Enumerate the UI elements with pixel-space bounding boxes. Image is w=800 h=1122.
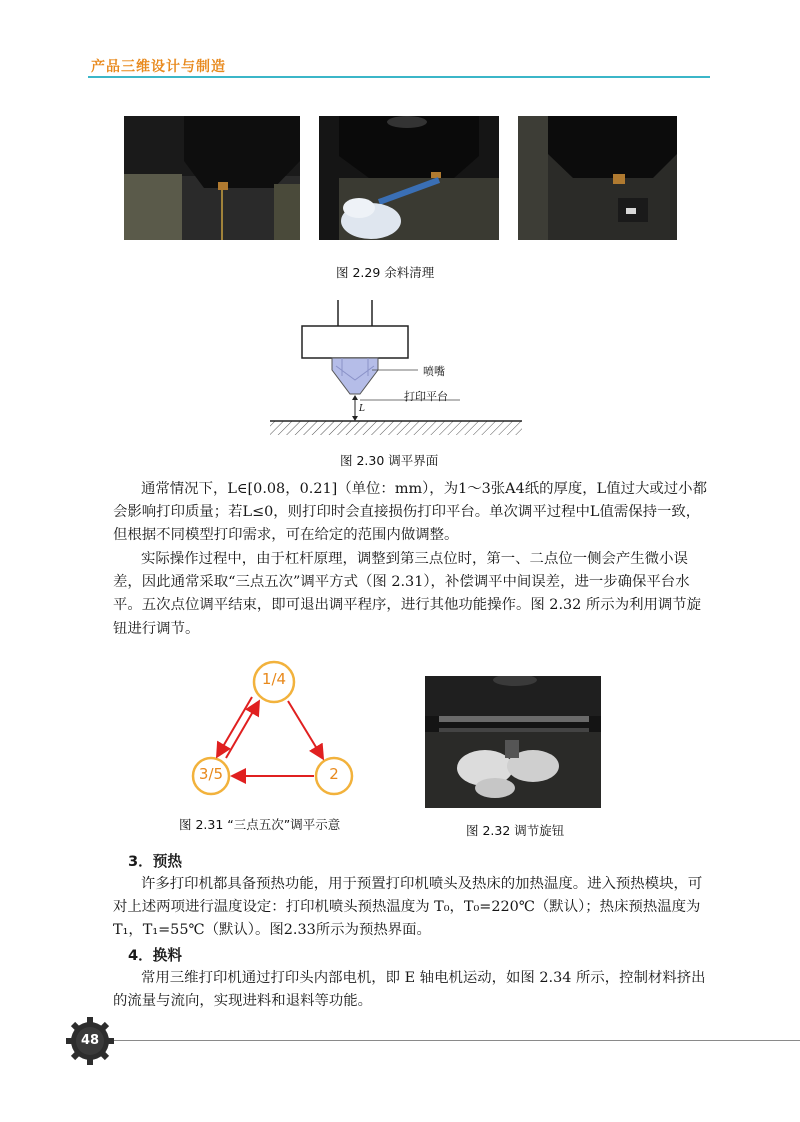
photo-adjust-knob [425,676,601,808]
paragraph-three-point-leveling [113,548,713,641]
arrow-top-to-left [218,697,252,755]
photo-residue-clean-2 [319,116,499,240]
figure-caption-2-32: 图 2.32 调节旋钮 [466,823,565,838]
figure-caption-2-29: 图 2.29 余料清理 [336,265,435,280]
section-heading-preheat: 3．预热 [128,853,182,870]
print-head-block [302,326,408,358]
paragraph-filament-change [113,967,713,1013]
node-label-right: 2 [329,765,339,783]
paragraph-leveling-range [113,478,713,548]
paragraph-text: 通常情况下，L∈[0.08，0.21]（单位：mm），为1～3张A4纸的厚度，L值过大或过小都会影响打印质量；若L≤0，则打印时会直接损伤打印平台。单次调平过程中L值需保持一致，但根据不同模型打印需求，可在给定的范围内做调整。 [113,481,707,544]
print-platform [270,421,522,435]
arrow-top-to-right [288,701,322,757]
footer-rule [112,1040,800,1041]
photo-residue-clean-1 [124,116,300,240]
header-rule [88,76,710,78]
section-heading-filament-change: 4．换料 [128,947,182,964]
photo-residue-clean-3 [518,116,677,240]
nozzle-label: 喷嘴 [423,365,445,378]
figure-caption-2-30: 图 2.30 调平界面 [340,453,439,468]
platform-label: 打印平台 [404,390,448,403]
figure-caption-2-31: 图 2.31 “三点五次”调平示意 [179,817,341,832]
paragraph-preheat [113,873,713,943]
node-label-top: 1/4 [261,670,287,688]
paragraph-text: 许多打印机都具备预热功能，用于预置打印机喷头及热床的加热温度。进入预热模块，可对上述两项进行温度设定：打印机喷头预热温度为 T₀，T₀=220℃（默认）；热床预热温度为T₁，T₁=55℃（默认）。图2.33所示为预热界面。 [113,876,703,939]
paragraph-text: 常用三维打印机通过打印头内部电机，即 E 轴电机运动，如图 2.34 所示，控制材料挤出的流量与流向，实现进料和退料等功能。 [113,970,706,1010]
node-label-left: 3/5 [198,765,224,783]
nozzle-shape [332,358,378,394]
paragraph-text: 实际操作过程中，由于杠杆原理，调整到第三点位时，第一、二点位一侧会产生微小误差，因此通常采取“三点五次”调平方式（图 2.31），补偿调平中间误差，进一步确保平台水平。五次点位调平结束，即可退出调平程序，进行其他功能操作。图 2.32 所示为利用调节旋钮进行调节。 [113,551,702,637]
page-number: 48 [80,1033,100,1048]
arrow-left-to-top [226,703,258,758]
leveling-diagram [260,300,530,440]
running-header-title: 产品三维设计与制造 [91,59,226,75]
gap-label-L: L [359,404,365,414]
